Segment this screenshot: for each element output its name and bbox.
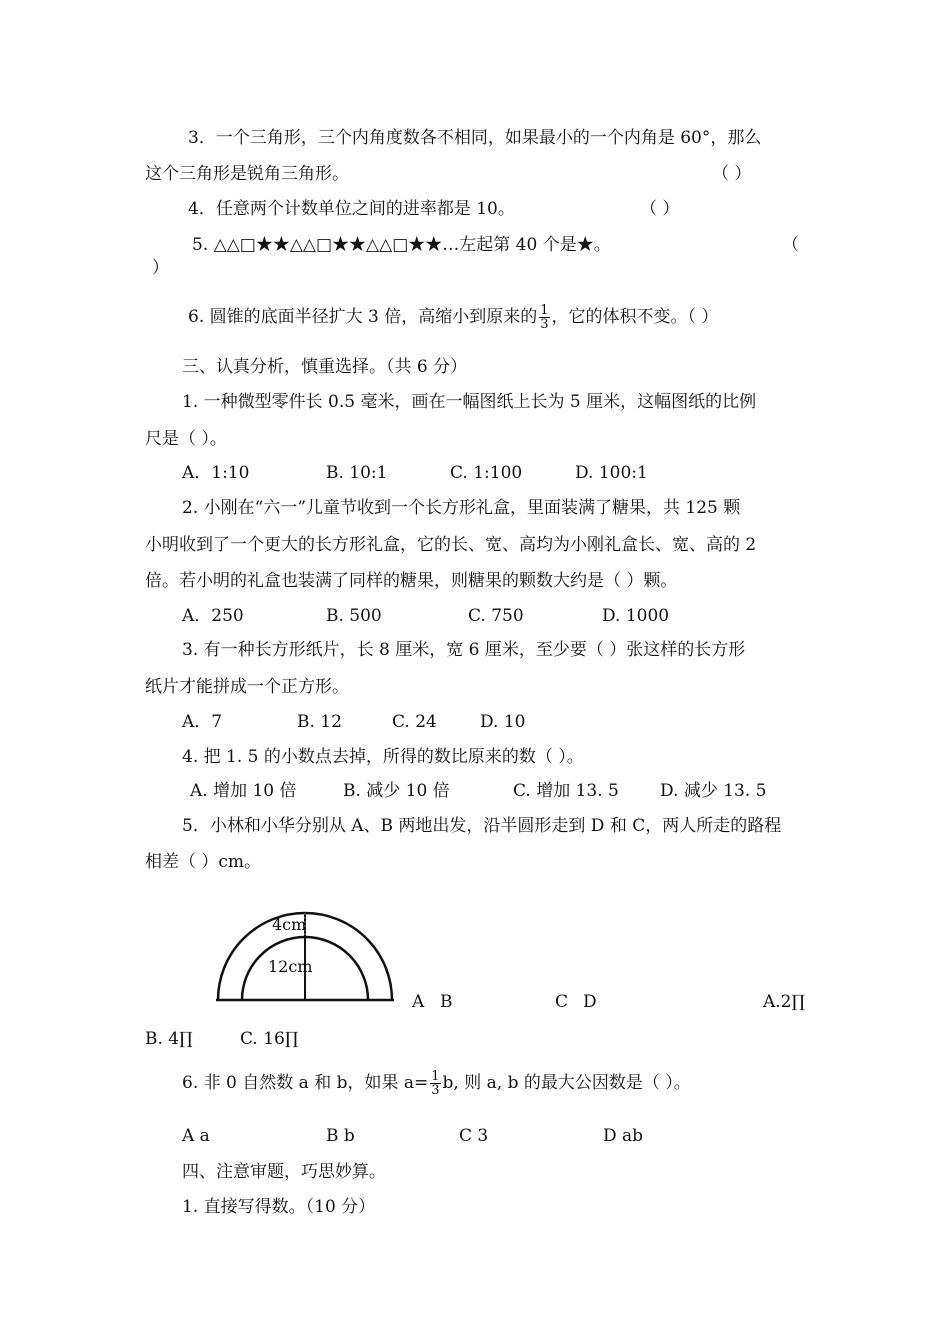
choice-q3-option-a[interactable]: A．7 [182, 712, 223, 732]
a-equals-fraction [430, 1070, 440, 1097]
choice-q5-line1: 5．小林和小华分别从 A、B 两地出发，沿半圆形走到 D 和 C，两人所走的路程 [182, 816, 782, 836]
judge-q5: 5. △△□★★△△□★★△△□★★…左起第 40 个是★。 [192, 235, 611, 255]
choice-q6-option-c[interactable]: C 3 [459, 1126, 489, 1146]
choice-q1-line1: 1. 一种微型零件长 0.5 毫米，画在一幅图纸上长为 5 厘米，这幅图纸的比例 [182, 392, 757, 412]
choice-q6-option-b[interactable]: B b [326, 1126, 355, 1146]
choice-q4-option-b[interactable]: B. 减少 10 倍 [343, 781, 450, 801]
inner-radius-label: 12cm [268, 957, 313, 976]
fraction-denominator: 3 [540, 317, 549, 332]
choice-q6-post: b, 则 a, b 的最大公因数是（ ）。 [442, 1073, 691, 1093]
judge-q6 [188, 304, 718, 331]
judge-q5-paren-close: ） [152, 258, 169, 278]
judge-q3-line1: 3．一个三角形，三个内角度数各不相同，如果最小的一个内角是 60°，那么 [188, 128, 762, 148]
section3-heading: 三、认真分析，慎重选择。（共 6 分） [182, 357, 468, 377]
choice-q2-line3: 倍。若小明的礼盒也装满了同样的糖果，则糖果的颗数大约是（ ）颗。 [145, 571, 678, 591]
choice-q3-option-c[interactable]: C. 24 [392, 712, 437, 732]
choice-q4-line1: 4. 把 1. 5 的小数点去掉，所得的数比原来的数（ ）。 [182, 747, 584, 767]
choice-q3-line2: 纸片才能拼成一个正方形。 [145, 677, 349, 697]
fraction-numerator: 1 [431, 1069, 440, 1084]
choice-q2-line2: 小明收到了一个更大的长方形礼盒，它的长、宽、高均为小刚礼盒长、宽、高的 2 [145, 535, 757, 555]
judge-q4-paren: （ ） [640, 199, 680, 219]
choice-q4-option-a[interactable]: A. 增加 10 倍 [190, 781, 297, 801]
point-label-d: D [583, 992, 597, 1012]
judge-q5-paren-open: （ [782, 235, 799, 255]
choice-q2-option-b[interactable]: B. 500 [326, 606, 382, 626]
outer-width-label: 4cm [272, 915, 307, 934]
choice-q1-line2: 尺是（ ）。 [145, 429, 227, 449]
one-third-fraction [539, 304, 549, 331]
judge-q3-paren: （ ） [712, 164, 752, 184]
section4-q1: 1. 直接写得数。（10 分） [182, 1197, 376, 1217]
choice-q2-option-c[interactable]: C. 750 [468, 606, 524, 626]
judge-q6-post: ，它的体积不变。（ ） [551, 307, 719, 327]
choice-q2-line1: 2. 小刚在“六一”儿童节收到一个长方形礼盒，里面装满了糖果，共 125 颗 [182, 498, 741, 518]
choice-q6-line1 [182, 1070, 691, 1097]
choice-q6-option-d[interactable]: D ab [603, 1126, 644, 1146]
fraction-denominator: 3 [431, 1083, 440, 1098]
point-label-a: A [412, 992, 425, 1012]
judge-q3-line2: 这个三角形是锐角三角形。 [145, 164, 349, 184]
choice-q1-option-a[interactable]: A．1:10 [182, 463, 250, 483]
judge-q4: 4．任意两个计数单位之间的进率都是 10。 [188, 199, 515, 219]
choice-q3-option-b[interactable]: B. 12 [297, 712, 342, 732]
point-label-b: B [440, 992, 453, 1012]
semicircle-ring-figure [212, 905, 412, 1005]
choice-q5-option-a[interactable]: A.2∏ [763, 992, 806, 1012]
choice-q4-option-c[interactable]: C. 增加 13. 5 [513, 781, 619, 801]
judge-q6-pre: 6. 圆锥的底面半径扩大 3 倍，高缩小到原来的 [188, 307, 538, 327]
choice-q3-line1: 3. 有一种长方形纸片，长 8 厘米，宽 6 厘米，至少要（ ）张这样的长方形 [182, 640, 746, 660]
choice-q3-option-d[interactable]: D. 10 [480, 712, 526, 732]
choice-q1-option-c[interactable]: C. 1:100 [450, 463, 523, 483]
choice-q2-option-d[interactable]: D. 1000 [602, 606, 670, 626]
choice-q4-option-d[interactable]: D. 减少 13. 5 [660, 781, 767, 801]
choice-q1-option-b[interactable]: B. 10:1 [326, 463, 388, 483]
choice-q2-option-a[interactable]: A．250 [182, 606, 244, 626]
choice-q6-pre: 6. 非 0 自然数 a 和 b，如果 a= [182, 1073, 429, 1093]
choice-q6-option-a[interactable]: A a [182, 1126, 210, 1146]
fraction-numerator: 1 [540, 303, 549, 318]
section4-heading: 四、注意审题，巧思妙算。 [182, 1162, 386, 1182]
choice-q5-option-b[interactable]: B. 4∏ [145, 1029, 193, 1049]
point-label-c: C [555, 992, 569, 1012]
choice-q5-line2: 相差（ ）cm。 [145, 852, 262, 872]
choice-q1-option-d[interactable]: D. 100:1 [575, 463, 648, 483]
choice-q5-option-c[interactable]: C. 16∏ [240, 1029, 299, 1049]
